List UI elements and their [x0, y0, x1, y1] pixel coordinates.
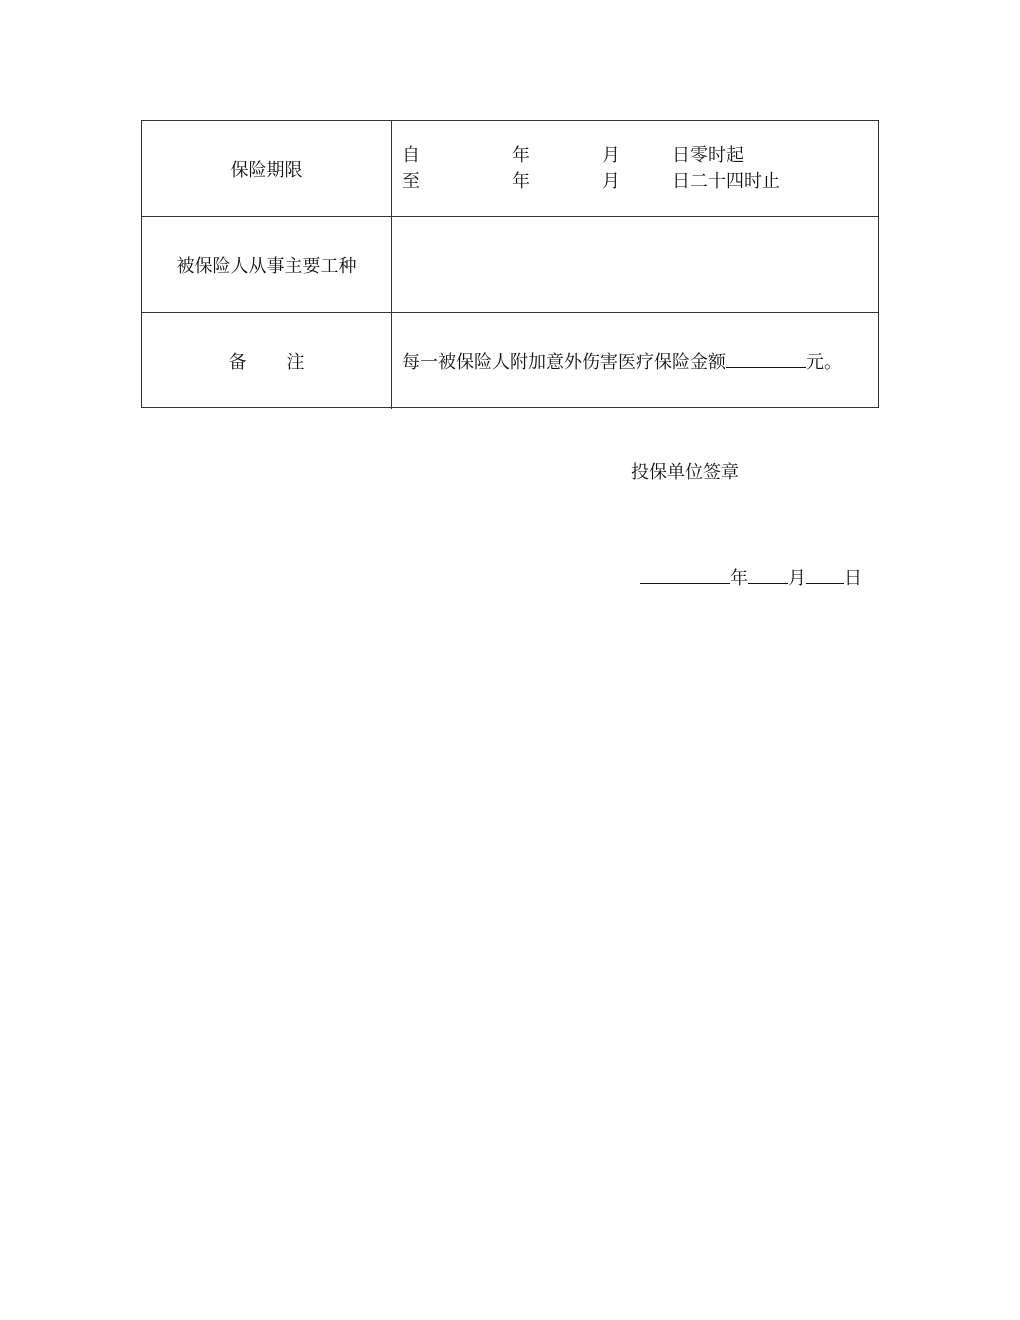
remarks-row — [142, 313, 878, 409]
remarks-value-cell — [392, 313, 878, 409]
signature-month-label: 月 — [788, 568, 806, 589]
remarks-label-right: 注 — [286, 352, 305, 373]
insurance-form-table — [141, 120, 879, 408]
remarks-label-left: 备 — [228, 352, 247, 373]
signature-label: 投保单位签章 — [631, 462, 739, 483]
signature-year-blank[interactable] — [640, 565, 730, 584]
signature-date-line — [640, 565, 862, 591]
period-from-month: 月 — [602, 145, 620, 166]
signature-year-label: 年 — [730, 568, 748, 589]
remarks-text-before: 每一被保险人附加意外伤害医疗保险金额 — [402, 352, 726, 373]
remarks-label — [142, 313, 392, 409]
signature-month-blank[interactable] — [748, 565, 788, 584]
period-from-day: 日零时起 — [672, 145, 744, 166]
medical-amount-blank[interactable] — [726, 349, 806, 368]
period-to-month: 月 — [602, 171, 620, 192]
period-label: 保险期限 — [142, 121, 392, 216]
period-to-day: 日二十四时止 — [672, 171, 780, 192]
period-from-prefix: 自 — [402, 145, 420, 166]
period-row — [142, 121, 878, 217]
signature-day-label: 日 — [844, 568, 862, 589]
period-to-prefix: 至 — [402, 171, 420, 192]
occupation-row — [142, 217, 878, 313]
occupation-field[interactable] — [392, 217, 878, 312]
period-to-year: 年 — [512, 171, 530, 192]
remarks-text — [402, 349, 842, 375]
signature-day-blank[interactable] — [806, 565, 844, 584]
occupation-label: 被保险人从事主要工种 — [142, 217, 392, 312]
period-from-year: 年 — [512, 145, 530, 166]
remarks-text-after: 元。 — [806, 352, 842, 373]
period-value-cell[interactable] — [392, 121, 878, 216]
